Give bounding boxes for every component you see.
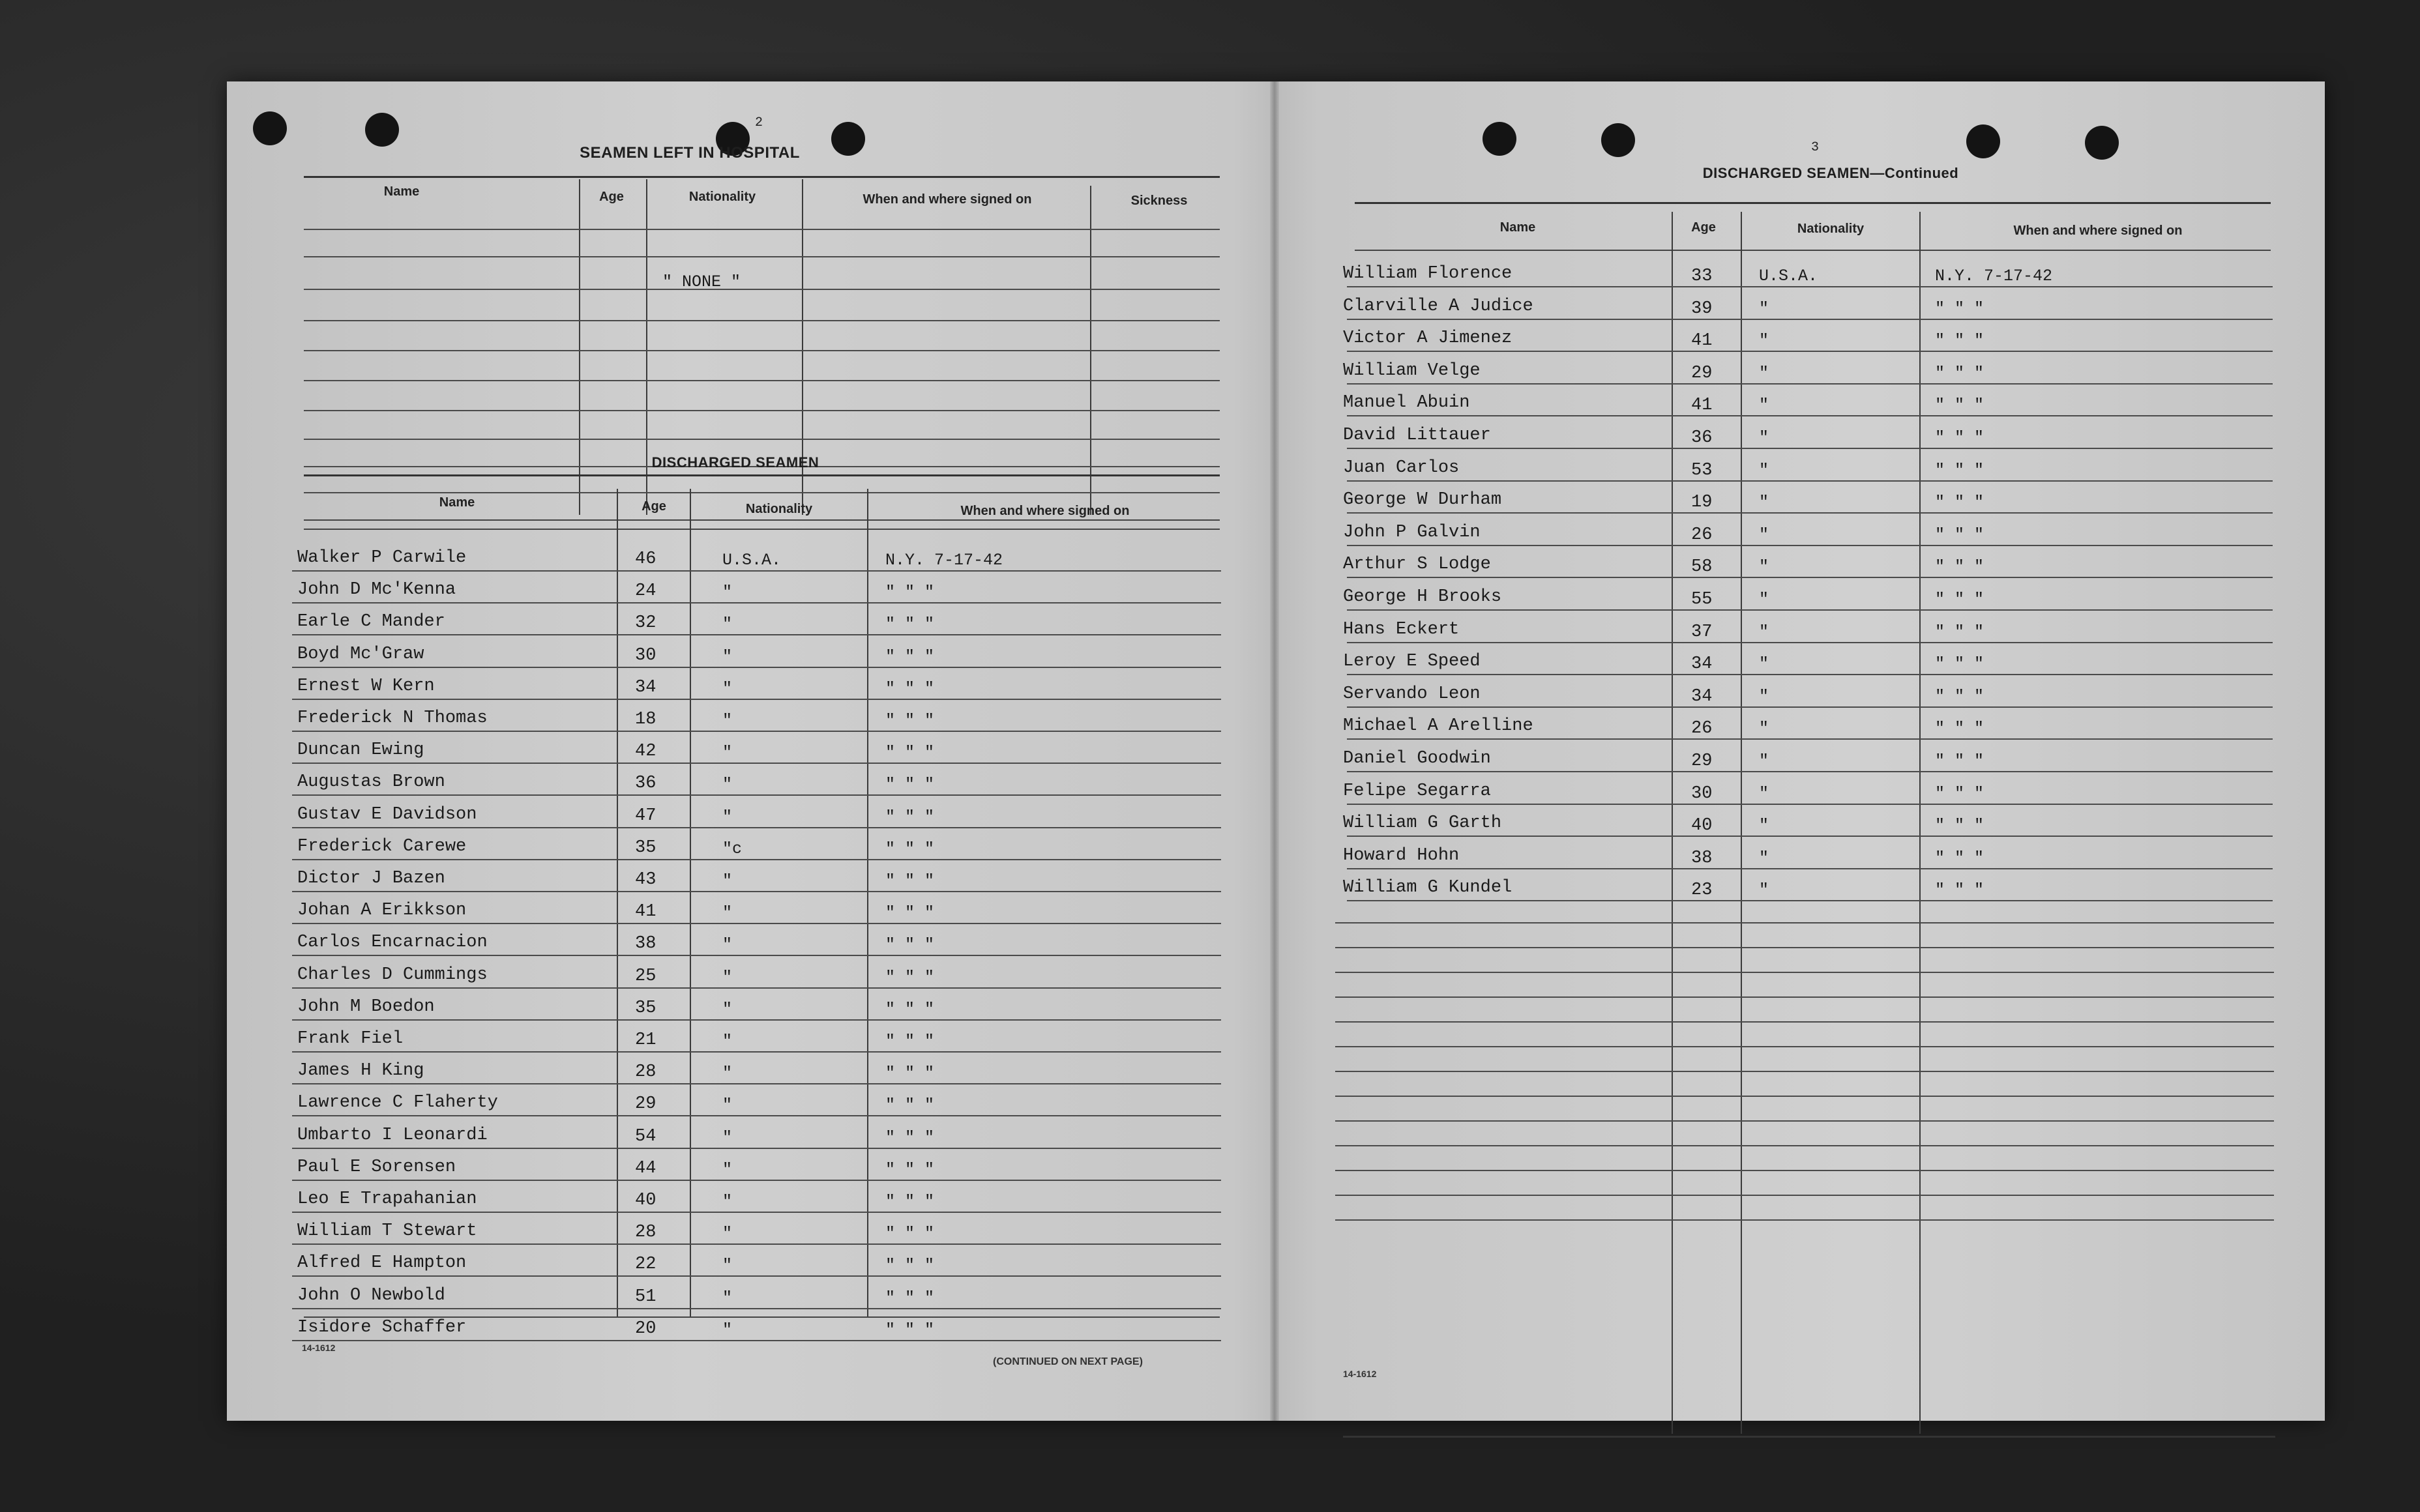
- seaman-name: James H King: [297, 1061, 424, 1081]
- seaman-signed-on: " " ": [1935, 460, 1985, 480]
- seaman-age: 30: [1691, 783, 1713, 804]
- seaman-signed-on: " " ": [1935, 654, 1985, 674]
- empty-row-line: [1335, 1096, 2274, 1097]
- seaman-signed-on: " " ": [885, 647, 935, 666]
- seaman-signed-on: N.Y. 7-17-42: [1935, 267, 2053, 285]
- hospital-row-line: [304, 492, 1220, 493]
- seaman-age: 34: [1691, 686, 1713, 706]
- table-row-line: [1347, 319, 2273, 320]
- table-row-line: [1347, 286, 2273, 287]
- seaman-signed-on: " " ": [1935, 396, 1985, 415]
- hospital-section-title: SEAMEN LEFT IN HOSPITAL: [580, 144, 800, 162]
- seaman-name: Augustas Brown: [297, 772, 445, 792]
- hospital-row-line: [304, 380, 1220, 381]
- seaman-name: David Littauer: [1343, 426, 1491, 445]
- seaman-name: Servando Leon: [1343, 684, 1481, 704]
- seaman-signed-on: " " ": [1935, 622, 1985, 641]
- table-row-line: [292, 634, 1221, 635]
- seaman-age: 20: [635, 1318, 657, 1339]
- hospital-header-age: Age: [599, 190, 624, 204]
- empty-row-line: [1335, 1120, 2274, 1122]
- seaman-signed-on: " " ": [1935, 848, 1985, 867]
- table-row-line: [1347, 738, 2273, 740]
- seaman-name: Ernest W Kern: [297, 676, 435, 696]
- seaman-name: Hans Eckert: [1343, 619, 1460, 639]
- seaman-name: Johan A Erikkson: [297, 901, 467, 921]
- seaman-nationality: U.S.A.: [722, 551, 782, 570]
- discharged-section-title: DISCHARGED SEAMEN: [651, 454, 819, 471]
- seaman-age: 44: [635, 1158, 657, 1178]
- seaman-signed-on: " " ": [885, 903, 935, 923]
- seaman-age: 19: [1691, 493, 1713, 513]
- seaman-nationality: ": [722, 1127, 733, 1147]
- seaman-signed-on: " " ": [1935, 590, 1985, 609]
- discharged-top-rule: [304, 474, 1220, 476]
- table-row-line: [292, 667, 1221, 668]
- seaman-age: 26: [1691, 719, 1713, 739]
- hospital-row-line: [304, 439, 1220, 440]
- left-page-number: 2: [755, 115, 763, 130]
- table-row-line: [1347, 545, 2273, 546]
- table-row-line: [1347, 706, 2273, 708]
- right-page-number: 3: [1811, 140, 1820, 155]
- seaman-name: George H Brooks: [1343, 587, 1502, 607]
- seaman-nationality: ": [1759, 590, 1769, 609]
- table-row-line: [292, 1340, 1221, 1341]
- table-row-line: [292, 1243, 1221, 1245]
- right-header-nationality: Nationality: [1797, 222, 1865, 236]
- seaman-age: 40: [1691, 816, 1713, 836]
- seaman-age: 40: [635, 1191, 657, 1210]
- seaman-signed-on: " " ": [1935, 783, 1985, 803]
- seaman-age: 41: [635, 902, 657, 922]
- seaman-name: Boyd Mc'Graw: [297, 644, 424, 664]
- seaman-age: 29: [1691, 751, 1713, 771]
- seaman-signed-on: " " ": [885, 1096, 935, 1115]
- seaman-name: Clarville A Judice: [1343, 296, 1533, 316]
- seaman-age: 46: [635, 549, 657, 569]
- seaman-name: Manuel Abuin: [1343, 393, 1470, 413]
- seaman-name: William Florence: [1343, 264, 1512, 284]
- seaman-age: 58: [1691, 557, 1713, 577]
- seaman-name: Charles D Cummings: [297, 965, 488, 985]
- seaman-name: William T Stewart: [297, 1221, 477, 1242]
- discharged-header-age: Age: [642, 499, 666, 514]
- seaman-signed-on: " " ": [885, 711, 935, 730]
- seaman-nationality: "c: [722, 839, 743, 858]
- empty-row-line: [1335, 1145, 2274, 1146]
- hospital-bottom-rule: [304, 519, 1220, 521]
- seaman-signed-on: " " ": [885, 999, 935, 1019]
- seaman-signed-on: " " ": [885, 1288, 935, 1307]
- seaman-signed-on: " " ": [1935, 363, 1985, 383]
- punch-hole: [2085, 126, 2119, 160]
- seaman-nationality: ": [722, 743, 733, 763]
- hospital-row-line: [304, 320, 1220, 321]
- empty-row-line: [1335, 1170, 2274, 1171]
- table-row-line: [292, 699, 1221, 700]
- seaman-age: 42: [635, 742, 657, 762]
- seaman-nationality: ": [722, 807, 733, 826]
- table-row-line: [292, 794, 1221, 796]
- seaman-nationality: ": [722, 871, 733, 890]
- discharged-col-divider: [867, 489, 868, 1316]
- discharged-header-signed-on: When and where signed on: [960, 504, 1130, 518]
- seaman-name: Howard Hohn: [1343, 845, 1460, 865]
- table-row-line: [292, 1019, 1221, 1021]
- seaman-nationality: ": [722, 1320, 733, 1339]
- seaman-age: 33: [1691, 267, 1713, 286]
- seaman-nationality: ": [722, 1159, 733, 1179]
- seaman-age: 21: [635, 1030, 657, 1050]
- seaman-signed-on: " " ": [885, 1224, 935, 1243]
- seaman-name: John D Mc'Kenna: [297, 580, 456, 600]
- seaman-nationality: ": [1759, 880, 1769, 900]
- hospital-row-line: [304, 289, 1220, 290]
- discharged-header-nationality: Nationality: [745, 502, 813, 516]
- seaman-signed-on: " " ": [885, 839, 935, 858]
- table-row-line: [292, 955, 1221, 956]
- seaman-signed-on: " " ": [885, 1320, 935, 1339]
- table-row-line: [1347, 415, 2273, 416]
- seaman-signed-on: " " ": [885, 1159, 935, 1179]
- seaman-signed-on: " " ": [1935, 298, 1985, 318]
- discharged-col-divider: [690, 489, 691, 1316]
- empty-row-line: [1335, 1021, 2274, 1023]
- empty-row-line: [1335, 1195, 2274, 1196]
- punch-hole: [365, 113, 399, 147]
- seaman-nationality: ": [722, 1256, 733, 1275]
- right-form-number: 14-1612: [1343, 1369, 1377, 1379]
- seaman-name: Lawrence C Flaherty: [297, 1093, 498, 1113]
- seaman-nationality: ": [722, 647, 733, 666]
- seaman-nationality: ": [722, 583, 733, 602]
- seaman-signed-on: " " ": [885, 871, 935, 890]
- seaman-signed-on: " " ": [1935, 816, 1985, 836]
- table-row-line: [292, 987, 1221, 989]
- table-row-line: [292, 923, 1221, 924]
- seaman-nationality: ": [722, 935, 733, 955]
- hospital-header-sickness: Sickness: [1130, 194, 1188, 208]
- seaman-age: 41: [1691, 396, 1713, 416]
- seaman-name: John O Newbold: [297, 1285, 445, 1305]
- right-col-divider: [1672, 212, 1673, 1434]
- seaman-name: William G Garth: [1343, 813, 1502, 834]
- right-top-rule: [1355, 202, 2271, 204]
- table-row-line: [292, 1308, 1221, 1309]
- table-row-line: [1347, 383, 2273, 385]
- page-fold: [1270, 81, 1279, 1421]
- table-row-line: [292, 1083, 1221, 1084]
- seaman-age: 54: [635, 1126, 657, 1146]
- hospital-header-signed-on: When and where signed on: [863, 192, 1032, 207]
- table-row-line: [1347, 900, 2273, 901]
- hospital-row-line: [304, 229, 1220, 230]
- seaman-age: 39: [1691, 298, 1713, 319]
- seaman-name: Walker P Carwile: [297, 548, 467, 568]
- seaman-signed-on: " " ": [885, 1127, 935, 1147]
- seaman-nationality: ": [1759, 460, 1769, 480]
- discharged-col-divider: [617, 489, 618, 1316]
- seaman-nationality: ": [1759, 525, 1769, 544]
- seaman-signed-on: " " ": [885, 743, 935, 763]
- seaman-nationality: ": [722, 903, 733, 923]
- seaman-nationality: ": [1759, 557, 1769, 577]
- seaman-signed-on: " " ": [885, 1192, 935, 1211]
- seaman-nationality: ": [1759, 783, 1769, 803]
- seaman-nationality: ": [722, 678, 733, 698]
- seaman-signed-on: " " ": [885, 775, 935, 794]
- right-col-divider: [1919, 212, 1921, 1434]
- seaman-name: Dictor J Bazen: [297, 869, 445, 888]
- hospital-header-name: Name: [383, 184, 420, 199]
- seaman-signed-on: " " ": [885, 1256, 935, 1275]
- seaman-age: 41: [1691, 331, 1713, 351]
- seaman-age: 29: [635, 1094, 657, 1114]
- empty-row-line: [1335, 1219, 2274, 1221]
- right-header-rule: [1355, 250, 2271, 251]
- table-row-line: [292, 570, 1221, 572]
- right-col-divider: [1741, 212, 1742, 1434]
- continued-note: (CONTINUED ON NEXT PAGE): [993, 1356, 1143, 1367]
- hospital-top-rule: [304, 176, 1220, 178]
- seaman-age: 28: [635, 1223, 657, 1243]
- empty-row-line: [1335, 1046, 2274, 1047]
- seaman-age: 32: [635, 613, 657, 633]
- seaman-name: Alfred E Hampton: [297, 1253, 467, 1273]
- seaman-name: Paul E Sorensen: [297, 1157, 456, 1177]
- seaman-age: 22: [635, 1255, 657, 1275]
- table-row-line: [1347, 448, 2273, 449]
- hospital-row-line: [304, 410, 1220, 411]
- seaman-signed-on: " " ": [885, 807, 935, 826]
- seaman-age: 23: [1691, 880, 1713, 901]
- table-row-line: [1347, 804, 2273, 805]
- table-row-line: [1347, 674, 2273, 675]
- seaman-age: 24: [635, 581, 657, 602]
- seaman-name: Arthur S Lodge: [1343, 555, 1491, 575]
- discharged-continued-title: DISCHARGED SEAMEN—Continued: [1702, 165, 1959, 181]
- seaman-signed-on: " " ": [1935, 719, 1985, 738]
- document-sheet: [227, 81, 2325, 1421]
- seaman-name: John P Galvin: [1343, 522, 1481, 542]
- seaman-nationality: ": [1759, 493, 1769, 512]
- seaman-signed-on: " " ": [1935, 493, 1985, 512]
- seaman-name: Leroy E Speed: [1343, 652, 1481, 672]
- seaman-name: William Velge: [1343, 360, 1481, 381]
- table-row-line: [292, 1115, 1221, 1116]
- seaman-name: Frederick N Thomas: [297, 708, 488, 728]
- seaman-age: 25: [635, 966, 657, 986]
- seaman-age: 43: [635, 870, 657, 890]
- seaman-age: 37: [1691, 622, 1713, 642]
- right-header-age: Age: [1691, 220, 1716, 235]
- seaman-signed-on: " " ": [1935, 428, 1985, 447]
- seaman-age: 35: [635, 998, 657, 1018]
- hospital-row-line: [304, 256, 1220, 257]
- seaman-age: 47: [635, 806, 657, 826]
- seaman-age: 38: [1691, 848, 1713, 868]
- punch-hole: [1601, 123, 1635, 157]
- punch-hole: [1966, 124, 2000, 158]
- seaman-name: Felipe Segarra: [1343, 781, 1491, 801]
- empty-row-line: [1335, 922, 2274, 923]
- seaman-nationality: ": [1759, 298, 1769, 318]
- seaman-nationality: ": [722, 1032, 733, 1051]
- table-row-line: [1347, 771, 2273, 772]
- seaman-nationality: ": [722, 967, 733, 987]
- table-row-line: [1347, 577, 2273, 578]
- seaman-signed-on: " " ": [1935, 331, 1985, 351]
- seaman-signed-on: " " ": [885, 1032, 935, 1051]
- seaman-name: John M Boedon: [297, 996, 435, 1017]
- seaman-age: 35: [635, 837, 657, 858]
- seaman-name: Victor A Jimenez: [1343, 328, 1512, 349]
- empty-row-line: [1335, 996, 2274, 998]
- table-row-line: [292, 602, 1221, 603]
- seaman-name: Frederick Carewe: [297, 836, 467, 856]
- hospital-header-nationality: Nationality: [688, 190, 756, 204]
- right-bottom-rule: [1343, 1436, 2275, 1438]
- seaman-age: 30: [635, 645, 657, 665]
- table-row-line: [292, 1180, 1221, 1181]
- seaman-age: 53: [1691, 460, 1713, 480]
- table-row-line: [292, 891, 1221, 892]
- seaman-nationality: ": [1759, 622, 1769, 641]
- seaman-nationality: ": [1759, 686, 1769, 706]
- seaman-age: 51: [635, 1287, 657, 1307]
- seaman-age: 36: [1691, 428, 1713, 448]
- punch-hole: [1483, 122, 1516, 156]
- seaman-age: 38: [635, 934, 657, 954]
- discharged-bottom-rule: [304, 1316, 1220, 1318]
- seaman-age: 34: [1691, 654, 1713, 675]
- seaman-nationality: ": [722, 999, 733, 1019]
- seaman-name: Isidore Schaffer: [297, 1317, 467, 1337]
- seaman-name: Earle C Mander: [297, 612, 445, 632]
- table-row-line: [1347, 480, 2273, 482]
- seaman-nationality: ": [1759, 816, 1769, 836]
- seaman-signed-on: " " ": [885, 583, 935, 602]
- seaman-nationality: ": [1759, 331, 1769, 351]
- empty-row-line: [1335, 972, 2274, 973]
- seaman-age: 18: [635, 710, 657, 729]
- seaman-nationality: ": [722, 1096, 733, 1115]
- seaman-name: Leo E Trapahanian: [297, 1189, 477, 1209]
- seaman-age: 26: [1691, 525, 1713, 545]
- table-row-line: [1347, 868, 2273, 869]
- discharged-header-rule: [304, 529, 1220, 530]
- table-row-line: [292, 1275, 1221, 1277]
- seaman-nationality: ": [1759, 654, 1769, 674]
- seaman-nationality: ": [1759, 396, 1769, 415]
- seaman-nationality: ": [1759, 719, 1769, 738]
- seaman-signed-on: " " ": [885, 615, 935, 634]
- seaman-age: 34: [635, 677, 657, 697]
- table-row-line: [292, 763, 1221, 764]
- seaman-name: Duncan Ewing: [297, 740, 424, 761]
- table-row-line: [1347, 642, 2273, 643]
- table-row-line: [1347, 836, 2273, 837]
- seaman-signed-on: " " ": [885, 967, 935, 987]
- right-header-signed-on: When and where signed on: [2013, 224, 2183, 238]
- seaman-age: 36: [635, 774, 657, 794]
- empty-row-line: [1335, 1071, 2274, 1072]
- empty-row-line: [1335, 947, 2274, 948]
- table-row-line: [292, 827, 1221, 828]
- seaman-age: 29: [1691, 363, 1713, 383]
- seaman-signed-on: " " ": [1935, 525, 1985, 544]
- seaman-name: Carlos Encarnacion: [297, 933, 488, 953]
- seaman-name: Juan Carlos: [1343, 458, 1460, 478]
- table-row-line: [292, 731, 1221, 732]
- seaman-nationality: ": [1759, 751, 1769, 770]
- seaman-nationality: ": [722, 1064, 733, 1083]
- seaman-nationality: ": [722, 1224, 733, 1243]
- seaman-name: Daniel Goodwin: [1343, 749, 1491, 768]
- seaman-signed-on: N.Y. 7-17-42: [885, 551, 1003, 570]
- seaman-signed-on: " " ": [885, 935, 935, 955]
- punch-hole: [253, 111, 287, 145]
- seaman-nationality: U.S.A.: [1759, 267, 1818, 285]
- table-row-line: [292, 1148, 1221, 1149]
- seaman-signed-on: " " ": [1935, 751, 1985, 770]
- table-row-line: [292, 1212, 1221, 1213]
- table-row-line: [1347, 512, 2273, 514]
- seaman-nationality: ": [722, 775, 733, 794]
- seaman-signed-on: " " ": [1935, 557, 1985, 577]
- seaman-age: 28: [635, 1062, 657, 1083]
- hospital-row-line: [304, 350, 1220, 351]
- table-row-line: [1347, 351, 2273, 352]
- seaman-nationality: ": [1759, 363, 1769, 383]
- seaman-name: Michael A Arelline: [1343, 716, 1533, 736]
- seaman-name: Gustav E Davidson: [297, 804, 477, 824]
- right-header-name: Name: [1499, 220, 1536, 235]
- table-row-line: [1347, 609, 2273, 611]
- seaman-nationality: ": [1759, 848, 1769, 867]
- seaman-signed-on: " " ": [1935, 880, 1985, 900]
- seaman-nationality: ": [722, 615, 733, 634]
- seaman-name: Umbarto I Leonardi: [297, 1125, 488, 1145]
- seaman-name: George W Durham: [1343, 490, 1502, 510]
- seaman-signed-on: " " ": [1935, 686, 1985, 706]
- table-row-line: [292, 1051, 1221, 1053]
- seaman-nationality: ": [722, 711, 733, 730]
- table-row-line: [292, 859, 1221, 860]
- seaman-signed-on: " " ": [885, 678, 935, 698]
- seaman-name: Frank Fiel: [297, 1029, 404, 1049]
- left-form-number: 14-1612: [302, 1343, 336, 1353]
- seaman-name: William G Kundel: [1343, 878, 1512, 898]
- discharged-header-name: Name: [439, 495, 475, 510]
- seaman-nationality: ": [722, 1288, 733, 1307]
- seaman-nationality: ": [722, 1192, 733, 1211]
- seaman-nationality: ": [1759, 428, 1769, 447]
- seaman-age: 55: [1691, 590, 1713, 609]
- seaman-signed-on: " " ": [885, 1064, 935, 1083]
- hospital-none-note: " NONE ": [662, 272, 741, 291]
